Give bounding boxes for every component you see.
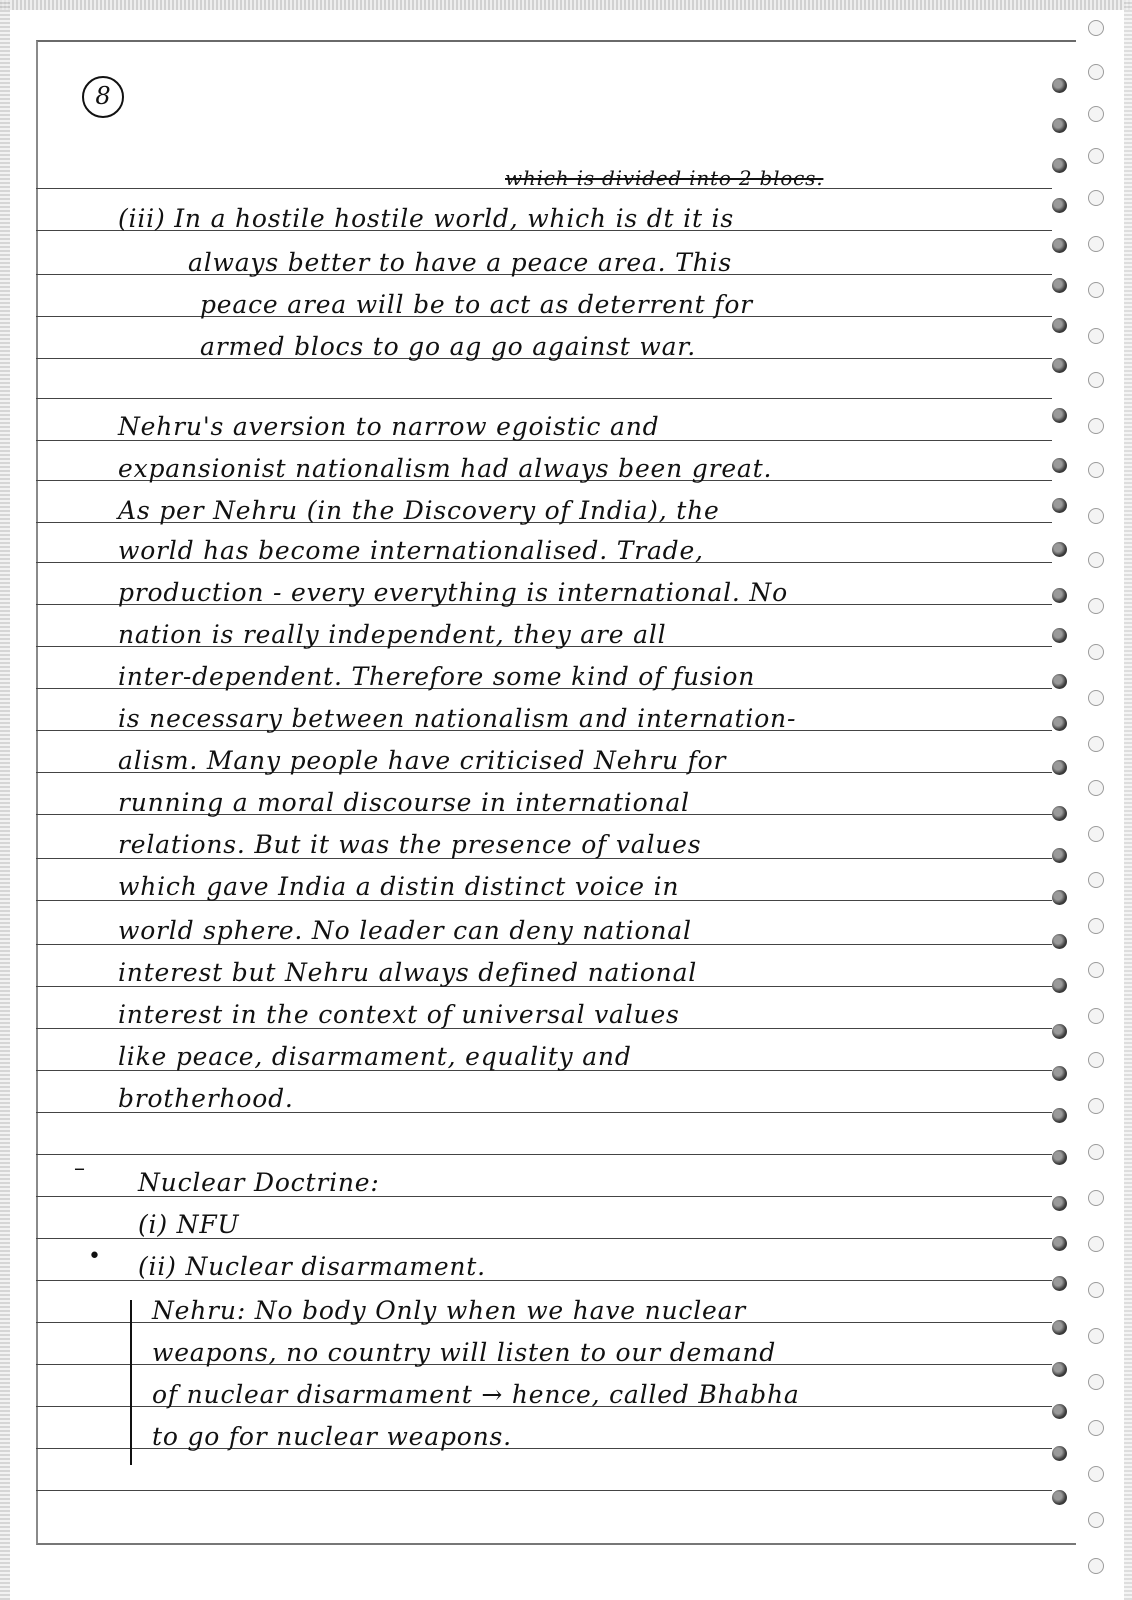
binding-hole (1052, 1446, 1067, 1461)
binding-ring (1088, 64, 1104, 80)
binding-hole (1052, 1196, 1067, 1211)
binding-hole (1052, 408, 1067, 423)
point-iii-line-2: always better to have a peace area. This (188, 248, 732, 277)
paragraph-line: relations. But it was the presence of values (118, 830, 702, 859)
binding-ring (1088, 1282, 1104, 1298)
binding-ring (1088, 328, 1104, 344)
binding-ring (1088, 1190, 1104, 1206)
binding-hole (1052, 118, 1067, 133)
strikethrough-insertion: which is divided into 2 blocs. (505, 166, 824, 190)
binding-ring (1088, 1236, 1104, 1252)
binding-hole (1052, 716, 1067, 731)
binding-ring (1088, 552, 1104, 568)
point-iii-line-3: peace area will be to act as deterrent for (200, 290, 753, 319)
binding-hole (1052, 1108, 1067, 1123)
binding-ring (1088, 962, 1104, 978)
paragraph-line: interest but Nehru always defined national (118, 958, 698, 987)
binding-ring (1088, 1558, 1104, 1574)
binding-ring (1088, 508, 1104, 524)
paragraph-line: interest in the context of universal values (118, 1000, 680, 1029)
binding-ring (1088, 598, 1104, 614)
binding-ring (1088, 736, 1104, 752)
binding-ring (1088, 236, 1104, 252)
binding-ring (1088, 918, 1104, 934)
binding-hole (1052, 1066, 1067, 1081)
ruled-line (36, 1154, 1052, 1155)
binding-ring (1088, 780, 1104, 796)
paragraph-line: inter-dependent. Therefore some kind of fusion (118, 662, 756, 691)
ruled-line (36, 1490, 1052, 1491)
binding-hole (1052, 890, 1067, 905)
binding-hole (1052, 458, 1067, 473)
binding-hole (1052, 848, 1067, 863)
paragraph-line: Nehru's aversion to narrow egoistic and (118, 412, 660, 441)
dash-marker: – (74, 1156, 85, 1181)
binding-ring (1088, 826, 1104, 842)
binding-ring (1088, 462, 1104, 478)
binding-hole (1052, 806, 1067, 821)
binding-ring (1088, 1466, 1104, 1482)
doctrine-point-i: (i) NFU (138, 1210, 240, 1239)
binding-hole (1052, 674, 1067, 689)
binding-ring (1088, 148, 1104, 164)
binding-hole (1052, 760, 1067, 775)
paragraph-line: expansionist nationalism had always been great. (118, 454, 773, 483)
binding-ring (1088, 1374, 1104, 1390)
paragraph-line: world sphere. No leader can deny national (118, 916, 692, 945)
binding-ring (1088, 872, 1104, 888)
binding-hole (1052, 1024, 1067, 1039)
scan-edge-top (0, 0, 1132, 10)
binding-ring (1088, 282, 1104, 298)
binding-ring (1088, 418, 1104, 434)
binding-hole (1052, 238, 1067, 253)
page-number: 8 (82, 76, 124, 118)
binding-ring (1088, 1144, 1104, 1160)
binding-hole (1052, 542, 1067, 557)
binding-ring (1088, 20, 1104, 36)
binding-ring (1088, 1052, 1104, 1068)
binding-hole (1052, 934, 1067, 949)
binding-ring (1088, 1008, 1104, 1024)
binding-ring (1088, 1420, 1104, 1436)
ruled-line (36, 398, 1052, 399)
paragraph-line: running a moral discourse in international (118, 788, 690, 817)
paragraph-line: which gave India a distin distinct voice in (118, 872, 680, 901)
paragraph-line: nation is really independent, they are all (118, 620, 667, 649)
binding-hole (1052, 198, 1067, 213)
boxed-note-line: of nuclear disarmament → hence, called Bhabha (152, 1380, 800, 1409)
paragraph-line: As per Nehru (in the Discovery of India), the (118, 496, 720, 525)
binding-hole (1052, 1276, 1067, 1291)
paragraph-line: brotherhood. (118, 1084, 294, 1113)
binding-hole (1052, 318, 1067, 333)
binding-hole (1052, 588, 1067, 603)
binding-hole (1052, 358, 1067, 373)
binding-ring (1088, 644, 1104, 660)
binding-ring (1088, 106, 1104, 122)
binding-hole (1052, 1150, 1067, 1165)
binding-hole (1052, 628, 1067, 643)
binding-hole (1052, 78, 1067, 93)
boxed-note-line: Nehru: No body Only when we have nuclear (152, 1296, 747, 1325)
margin-bracket (130, 1300, 132, 1465)
scan-edge-left (0, 0, 10, 1600)
paragraph-line: alism. Many people have criticised Nehru for (118, 746, 727, 775)
paragraph-line: world has become internationalised. Trade, (118, 536, 704, 565)
boxed-note-line: weapons, no country will listen to our demand (152, 1338, 777, 1367)
doctrine-point-ii: (ii) Nuclear disarmament. (138, 1252, 486, 1281)
binding-ring (1088, 1328, 1104, 1344)
dot-marker: • (88, 1244, 101, 1269)
point-iii-line-4: armed blocs to go ag go against war. (200, 332, 697, 361)
binding-hole (1052, 1490, 1067, 1505)
paragraph-line: is necessary between nationalism and internation- (118, 704, 797, 733)
binding-ring (1088, 1512, 1104, 1528)
binding-hole (1052, 978, 1067, 993)
binding-hole (1052, 1320, 1067, 1335)
binding-hole (1052, 158, 1067, 173)
boxed-note-line: to go for nuclear weapons. (152, 1422, 512, 1451)
binding-hole (1052, 1362, 1067, 1377)
binding-ring (1088, 190, 1104, 206)
paragraph-line: like peace, disarmament, equality and (118, 1042, 632, 1071)
scan-edge-right (1124, 0, 1132, 1600)
binding-hole (1052, 498, 1067, 513)
binding-hole (1052, 278, 1067, 293)
binding-ring (1088, 372, 1104, 388)
paragraph-line: production - every everything is international. No (118, 578, 788, 607)
binding-ring (1088, 690, 1104, 706)
binding-hole (1052, 1404, 1067, 1419)
section-heading-nuclear-doctrine: Nuclear Doctrine: (138, 1168, 380, 1197)
binding-ring (1088, 1098, 1104, 1114)
point-iii-line-1: (iii) In a hostile hostile world, which is dt it is (118, 204, 734, 233)
binding-hole (1052, 1236, 1067, 1251)
